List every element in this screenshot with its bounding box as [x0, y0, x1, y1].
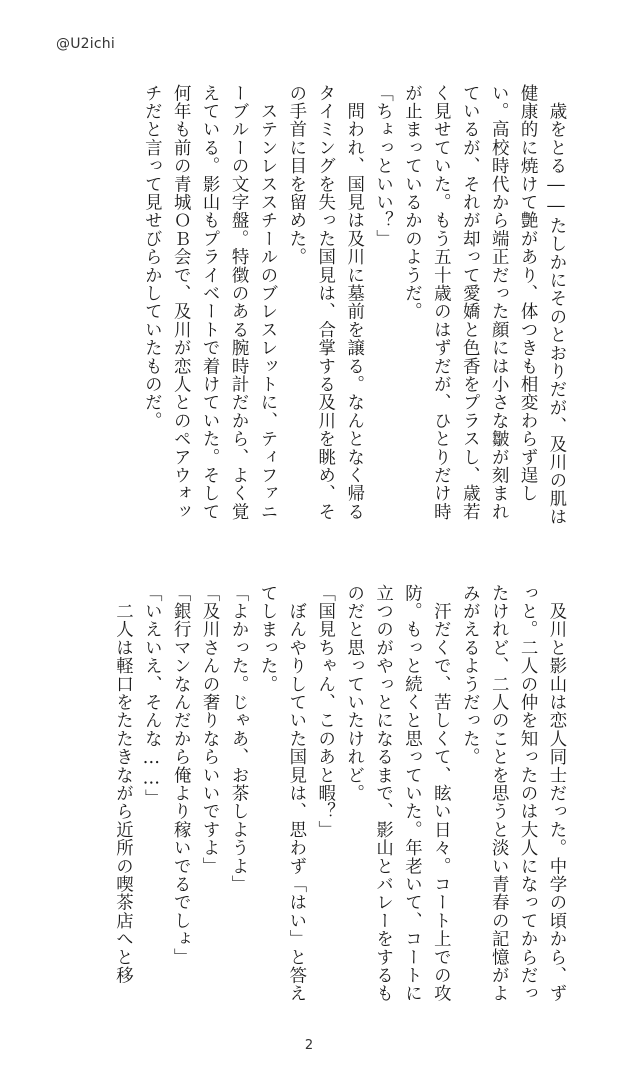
- paragraph: 「よかった。じゃあ、お茶しようよ」: [228, 584, 249, 894]
- paragraph: 「及川さんの奢りならいいですよ」: [199, 584, 220, 876]
- paragraph: ステンレススチールのブレスレットに、ティファニーブルーの文字盤。特徴のある腕時計だから、よく覚えている。影山もプライベートで着けていた。そして何年も前の青城ＯＢ会で、及川が恋人とのペアウォッチだと言って見せびらかしていたものだ。: [141, 84, 277, 521]
- paragraph: 歳をとる――たしかにそのとおりだが、及川の肌は健康的に焼けて艶があり、体つきも相変わらず逞しい。高校時代から端正だった顔には小さな皺が刻まれているが、それが却って愛嬌と色香をプラスし、歳若く見せていた。もう五十歳のはずだが、ひとりだけ時が止まっているかのようだ。: [401, 84, 566, 526]
- paragraph: 問われ、国見は及川に墓前を譲る。なんとなく帰るタイミングを失った国見は、合掌する及川を眺め、その手首に目を留めた。: [285, 84, 364, 521]
- page-number: 2: [304, 1038, 314, 1053]
- paragraph: ぼんやりしていた国見は、思わず「はい」と答えてしまった。: [256, 584, 306, 1003]
- paragraph: 「いえいえ、そんな……」: [141, 584, 162, 808]
- paragraph: 「銀行マンなんだから俺より稼いでるでしょ」: [170, 584, 191, 967]
- text-block-upper: [50, 84, 570, 534]
- paragraph: 汗だくで、苦しくて、眩い日々。コート上での攻防。もっと続くと思っていた。年老いて、コートに立つのがやっとになるまで、影山とバレーをするものだと思っていたけれど。: [343, 584, 451, 1003]
- paragraph: 「国見ちゃん、このあと暇？」: [314, 584, 335, 839]
- paragraph: 二人は軽口をたたきながら近所の喫茶店へと移: [112, 584, 133, 985]
- author-handle: @U2ichi: [56, 36, 115, 52]
- paragraph: 及川と影山は恋人同士だった。中学の頃から、ずっと。二人の仲を知ったのは大人になってからだったけれど、二人のことを思うと淡い青春の記憶がよみがえるようだった。: [459, 584, 566, 1003]
- text-block-lower: [50, 584, 570, 1014]
- paragraph: 「ちょっといい？」: [372, 84, 393, 248]
